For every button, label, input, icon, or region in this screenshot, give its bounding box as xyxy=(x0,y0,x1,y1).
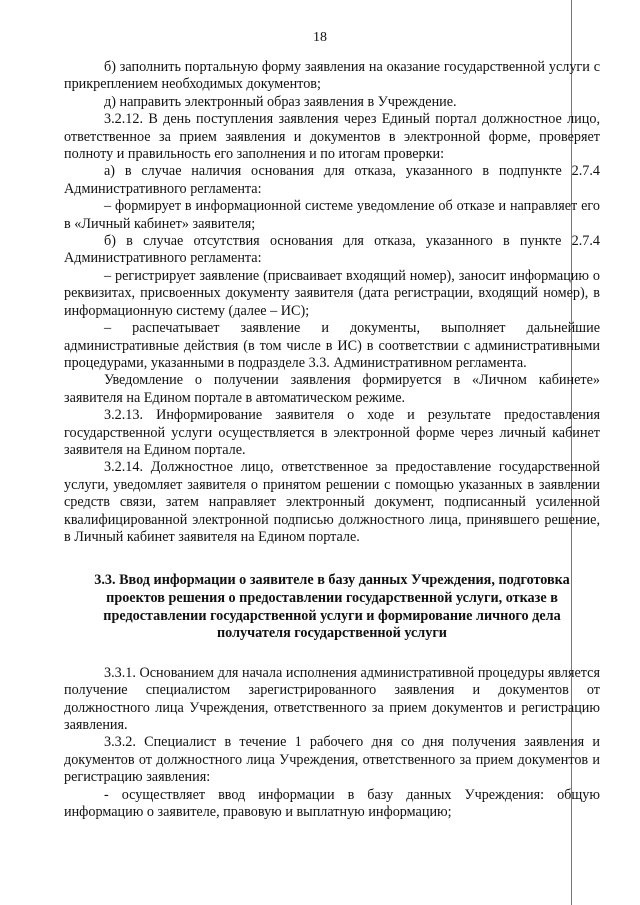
paragraph: – формирует в информационной системе уведомление об отказе и направляет его в «Личный кабинет» заявителя; xyxy=(64,198,600,232)
paragraph: Уведомление о получении заявления формируется в «Личном кабинете» заявителя на Едином портале в автоматическом режиме. xyxy=(64,372,600,406)
paragraph: б) в случае отсутствия основания для отказа, указанного в пункте 2.7.4 Административного регламента: xyxy=(64,233,600,267)
page-number: 18 xyxy=(313,30,327,45)
paragraph: – регистрирует заявление (присваивает входящий номер), заносит информацию о реквизитах, присвоенных документу заявителя (дата регистрации, входящий номер), в информационную систему (далее – ИС); xyxy=(64,267,600,319)
paragraph: б) заполнить портальную форму заявления на оказание государственной услуги с прикреплением необходимых документов; xyxy=(64,59,600,93)
paragraph: 3.3.2. Специалист в течение 1 рабочего дня со дня получения заявления и документов от должностного лица Учреждения, ответственного за прием документов и регистрацию заявления: xyxy=(64,734,600,786)
paragraph: 3.2.13. Информирование заявителя о ходе и результате предоставления государственной услуги осуществляется в электронной форме через личный кабинет заявителя на Едином портале. xyxy=(64,407,600,458)
paragraph: – распечатывает заявление и документы, выполняет дальнейшие административные действия (в том числе в ИС) в соответствии с административными процедурами, указанными в подразделе 3.3. Административном регламента. xyxy=(64,320,600,371)
paragraph: 3.3.1. Основанием для начала исполнения административной процедуры является получение специалистом зарегистрированного заявления и документов от должностного лица Учреждения, ответственного за прием документов и регистрацию заявления. xyxy=(64,664,600,733)
paragraph: - осуществляет ввод информации в базу данных Учреждения: общую информацию о заявителе, правовую и выплатную информацию; xyxy=(64,786,600,820)
paragraph: 3.2.14. Должностное лицо, ответственное за предоставление государственной услуги, уведомляет заявителя о принятом решении с помощью указанных в заявлении средств связи, затем направляет электронный документ, подписанный усиленной квалифицированной электронной подписью должностного лица, принявшего решение, в Личный кабинет заявителя на Едином портале. xyxy=(64,459,600,545)
paragraph: а) в случае наличия основания для отказа, указанного в подпункте 2.7.4 Административного регламента: xyxy=(64,163,600,197)
document-body xyxy=(64,59,600,821)
paragraph: д) направить электронный образ заявления в Учреждение. xyxy=(104,93,457,110)
paragraph: 3.2.12. В день поступления заявления через Единый портал должностное лицо, ответственное за прием заявления и документов в электронной форме, проверяет полноту и правильность его заполнения и по итогам проверки: xyxy=(64,111,600,163)
section-heading: 3.3. Ввод информации о заявителе в базу данных Учреждения, подготовка проектов решения о предоставлении государственной услуги, отказе в предоставлении государственной услуги и формирование личного дела получателя государственной услуги xyxy=(94,572,570,642)
